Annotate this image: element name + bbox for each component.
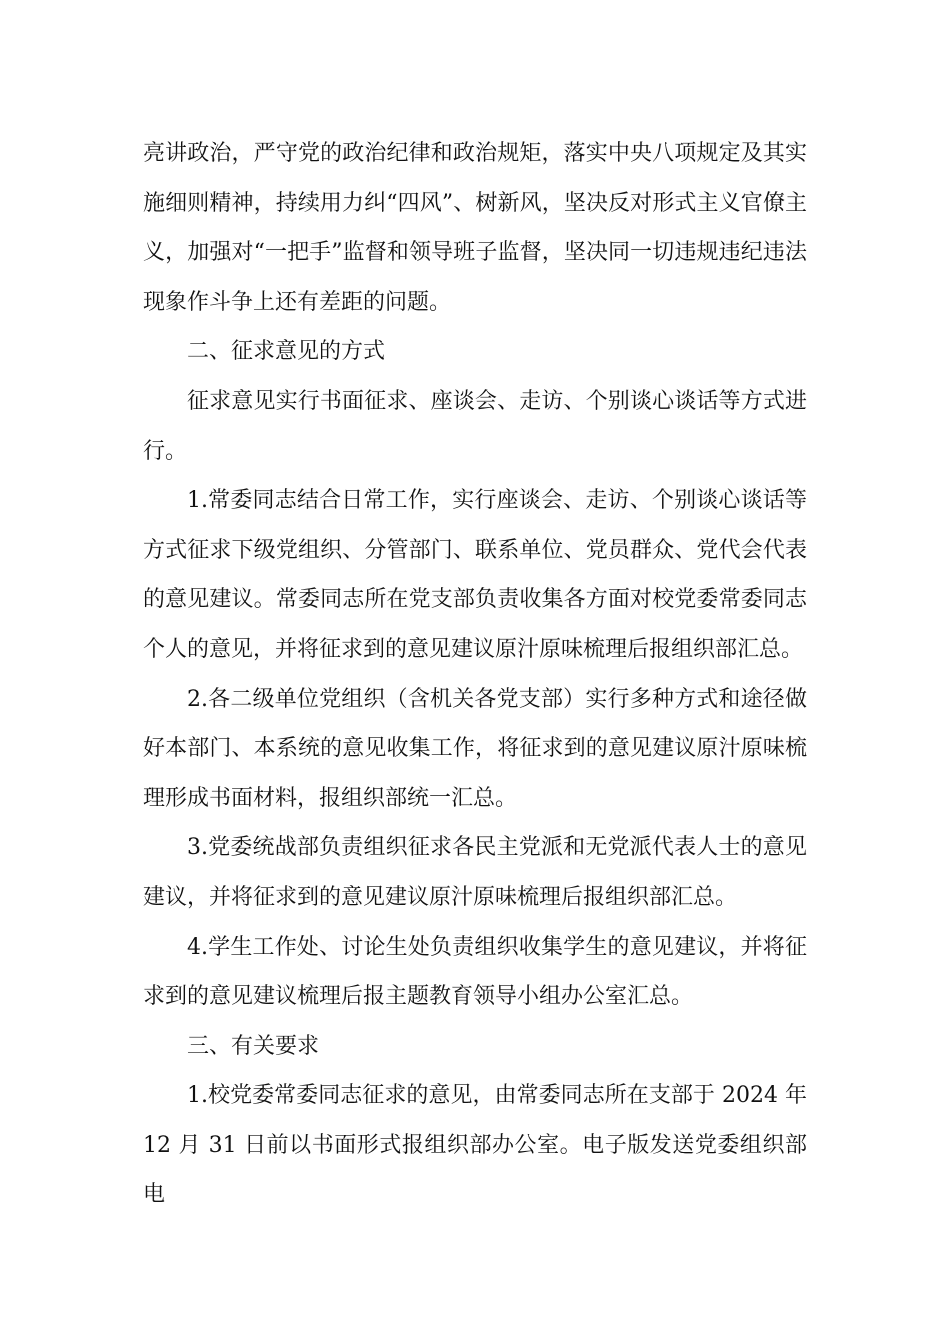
list-item-3: 3.党委统战部负责组织征求各民主党派和无党派代表人士的意见建议，并将征求到的意见建议原汁原味梳理后报组织部汇总。 [143, 835, 807, 910]
section-heading-3: 三、有关要求 [187, 1033, 320, 1059]
requirement-item-1: 1.校党委常委同志征求的意见，由常委同志所在支部于 2024 年 12 月 31 日前以书面形式报组织部办公室。电子版发送党委组织部电 [143, 1083, 807, 1208]
paragraph-method-intro: 征求意见实行书面征求、座谈会、走访、个别谈心谈话等方式进行。 [143, 388, 807, 464]
list-item-1: 1.常委同志结合日常工作，实行座谈会、走访、个别谈心谈话等方式征求下级党组织、分管部门、联系单位、党员群众、党代会代表的意见建议。常委同志所在党支部负责收集各方面对校党委常委同志个人的意见，并将征求到的意见建议原汁原味梳理后报组织部汇总。 [143, 488, 807, 662]
document-body [143, 129, 807, 1220]
paragraph-continuation: 亮讲政治，严守党的政治纪律和政治规矩，落实中央八项规定及其实施细则精神，持续用力纠“四风”、树新风，坚决反对形式主义官僚主义，加强对“一把手”监督和领导班子监督，坚决同一切违规违纪违法现象作斗争上还有差距的问题。 [143, 141, 807, 315]
section-heading-2: 二、征求意见的方式 [187, 339, 386, 365]
list-item-4: 4.学生工作处、讨论生处负责组织收集学生的意见建议，并将征求到的意见建议梳理后报主题教育领导小组办公室汇总。 [143, 934, 807, 1010]
list-item-2: 2.各二级单位党组织（含机关各党支部）实行多种方式和途径做好本部门、本系统的意见收集工作，将征求到的意见建议原汁原味梳理形成书面材料，报组织部统一汇总。 [143, 686, 807, 811]
